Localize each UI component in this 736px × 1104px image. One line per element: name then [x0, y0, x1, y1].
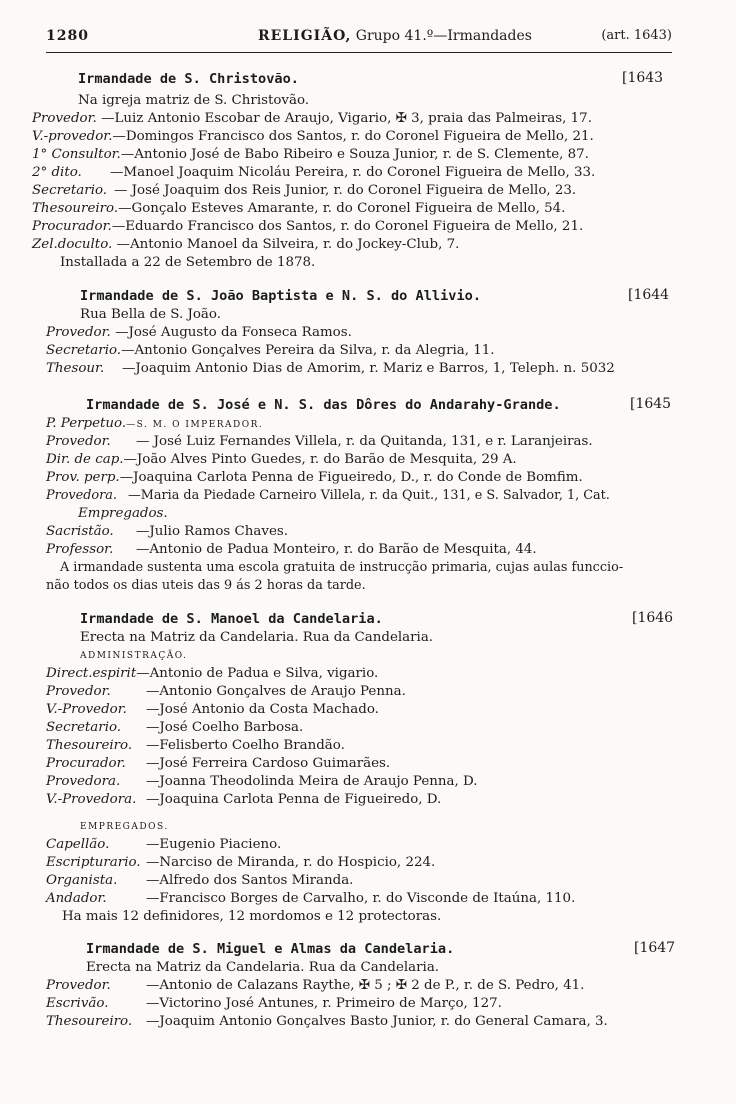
entry-text: —Luiz Antonio Escobar de Araujo, Vigario, ✠ 3, praia das Palmeiras, 17.	[101, 111, 592, 126]
section-location: Erecta na Matriz da Candelaria. Rua da Candelaria.	[80, 630, 434, 645]
entry-row	[32, 218, 583, 236]
entry-row	[46, 854, 435, 872]
entry-row	[46, 342, 495, 360]
section-location: Rua Bella de S. João.	[80, 307, 221, 322]
entry-role: V.-Provedor.	[46, 702, 127, 717]
entry-role: Thesoureiro.	[32, 201, 119, 216]
entry-text: —José Antonio da Costa Machado.	[146, 702, 379, 717]
page-header	[46, 24, 672, 53]
entry-role: Escrivão.	[46, 996, 109, 1011]
entry-role: Provedor.	[46, 325, 111, 340]
entry-row	[46, 324, 352, 342]
section-note: Ha mais 12 definidores, 12 mordomos e 12 protectoras.	[62, 909, 442, 924]
running-title-rest: Grupo 41.º—Irmandades	[355, 28, 532, 44]
entry-role: Procurador.	[46, 756, 126, 771]
section-number: [1646	[632, 610, 674, 626]
entry-row	[32, 236, 459, 254]
entry-role: Professor.	[46, 542, 114, 557]
entry-text: —Gonçalo Esteves Amarante, r. do Coronel Figueira de Mello, 54.	[118, 201, 566, 216]
article-reference: (art. 1643)	[601, 28, 672, 43]
section-title: Irmandade de S. Miguel e Almas da Candelaria.	[86, 941, 455, 957]
entry-text: —S. M. O IMPERADOR.	[126, 420, 264, 430]
section-title: Irmandade de S. José e N. S. das Dôres do Andarahy-Grande.	[86, 397, 561, 413]
entry-role: 2° dito.	[32, 165, 82, 180]
section-location: Na igreja matriz de S. Christovão.	[78, 93, 310, 108]
entry-row	[46, 360, 615, 378]
entry-row	[46, 433, 593, 451]
subsection-heading: ADMINISTRAÇÃO.	[80, 651, 188, 661]
entry-role: Procurador.	[32, 219, 112, 234]
entry-role: Dir. de cap.	[46, 452, 124, 467]
subsection-heading: EMPREGADOS.	[80, 822, 169, 832]
subsection-heading: Empregados.	[78, 506, 168, 521]
entry-role: Direct.espirit	[46, 666, 137, 681]
entry-role: Secretario.	[46, 343, 122, 358]
entry-row	[46, 773, 478, 791]
section-note: Installada a 22 de Setembro de 1878.	[60, 255, 316, 270]
entry-text: —Felisberto Coelho Brandão.	[146, 738, 345, 753]
paragraph-line: não todos os dias uteis das 9 ás 2 horas da tarde.	[46, 578, 366, 593]
entry-role: Escripturario.	[46, 855, 141, 870]
entry-row	[46, 791, 441, 809]
paragraph-line: A irmandade sustenta uma escola gratuita de instrucção primaria, cujas aulas funccio-	[60, 560, 624, 575]
entry-row	[46, 541, 537, 559]
entry-row	[46, 737, 345, 755]
page-number: 1280	[46, 28, 89, 44]
entry-role: Provedor.	[46, 434, 111, 449]
entry-role: Sacristão.	[46, 524, 114, 539]
entry-row	[32, 146, 589, 164]
section-title: Irmandade de S. Manoel da Candelaria.	[80, 611, 383, 627]
entry-row	[46, 719, 303, 737]
entry-role: Andador.	[46, 891, 107, 906]
entry-text: —José Augusto da Fonseca Ramos.	[115, 325, 352, 340]
entry-row	[46, 451, 517, 469]
entry-row	[46, 523, 288, 541]
entry-row	[46, 487, 610, 505]
entry-text: —Antonio de Calazans Raythe, ✠ 5 ; ✠ 2 de P., r. de S. Pedro, 41.	[146, 978, 585, 993]
entry-text: —Antonio de Padua Monteiro, r. do Barão de Mesquita, 44.	[136, 542, 537, 557]
entry-text: —Antonio José de Babo Ribeiro e Souza Junior, r. de S. Clemente, 87.	[120, 147, 589, 162]
entry-row	[46, 415, 263, 434]
entry-row	[32, 182, 576, 200]
entry-row	[46, 890, 575, 908]
entry-text: —Antonio Gonçalves Pereira da Silva, r. da Alegria, 11.	[121, 343, 495, 358]
entry-text: —Eduardo Francisco dos Santos, r. do Coronel Figueira de Mello, 21.	[111, 219, 584, 234]
entry-row	[46, 701, 379, 719]
entry-role: P. Perpetuo.	[46, 416, 127, 431]
entry-role: Provedora.	[46, 488, 117, 503]
entry-text: —João Alves Pinto Guedes, r. do Barão de Mesquita, 29 A.	[123, 452, 517, 467]
entry-row	[32, 164, 595, 182]
entry-row	[46, 1013, 608, 1031]
section-number: [1643	[622, 70, 664, 86]
entry-row	[46, 469, 583, 487]
entry-text: —Joaquina Carlota Penna de Figueiredo, D., r. do Conde de Bomfim.	[119, 470, 583, 485]
running-title-bold: RELIGIÃO,	[258, 28, 352, 44]
entry-text: —Domingos Francisco dos Santos, r. do Coronel Figueira de Mello, 21.	[112, 129, 594, 144]
entry-role: Thesour.	[46, 361, 105, 376]
entry-text: —Manoel Joaquim Nicoláu Pereira, r. do Coronel Figueira de Mello, 33.	[110, 165, 596, 180]
entry-text: —Antonio Gonçalves de Araujo Penna.	[146, 684, 406, 699]
entry-role: Prov. perp.	[46, 470, 120, 485]
entry-text: — José Joaquim dos Reis Junior, r. do Coronel Figueira de Mello, 23.	[114, 183, 577, 198]
entry-role: Secretario.	[32, 183, 108, 198]
section-location: Erecta na Matriz da Candelaria. Rua da Candelaria.	[86, 960, 440, 975]
entry-row	[46, 683, 406, 701]
entry-text: —Maria da Piedade Carneiro Villela, r. da Quit., 131, e S. Salvador, 1, Cat.	[128, 488, 610, 503]
entry-text: —Alfredo dos Santos Miranda.	[146, 873, 354, 888]
entry-row	[46, 872, 353, 890]
entry-row	[46, 665, 378, 683]
entry-role: Thesoureiro.	[46, 1014, 133, 1029]
entry-text: —Joaquim Antonio Dias de Amorim, r. Mariz e Barros, 1, Teleph. n. 5032	[122, 361, 615, 376]
section-number: [1645	[630, 396, 672, 412]
entry-role: V.-Provedora.	[46, 792, 137, 807]
entry-row	[46, 836, 281, 854]
entry-role: V.-provedor.	[32, 129, 113, 144]
section-number: [1644	[628, 287, 670, 303]
entry-text: —Antonio Manoel da Silveira, r. do Jockey-Club, 7.	[116, 237, 460, 252]
entry-role: Provedora.	[46, 774, 121, 789]
entry-role: Thesoureiro.	[46, 738, 133, 753]
entry-text: —Antonio de Padua e Silva, vigario.	[136, 666, 379, 681]
entry-row	[46, 995, 502, 1013]
entry-text: —Eugenio Piacieno.	[146, 837, 282, 852]
entry-text: —Joaquina Carlota Penna de Figueiredo, D.	[146, 792, 442, 807]
entry-role: Provedor.	[32, 111, 97, 126]
entry-row	[32, 128, 594, 146]
entry-text: —Narciso de Miranda, r. do Hospicio, 224.	[146, 855, 436, 870]
entry-row	[46, 977, 584, 995]
entry-role: Secretario.	[46, 720, 122, 735]
entry-role: 1° Consultor.	[32, 147, 121, 162]
entry-text: —Joaquim Antonio Gonçalves Basto Junior, r. do General Camara, 3.	[146, 1014, 608, 1029]
entry-text: —Francisco Borges de Carvalho, r. do Visconde de Itaúna, 110.	[146, 891, 576, 906]
entry-text: —Victorino José Antunes, r. Primeiro de Março, 127.	[146, 996, 502, 1011]
entry-role: Provedor.	[46, 684, 111, 699]
entry-text: —Julio Ramos Chaves.	[136, 524, 288, 539]
entry-text: — José Luiz Fernandes Villela, r. da Quitanda, 131, e r. Laranjeiras.	[136, 434, 593, 449]
entry-role: Provedor.	[46, 978, 111, 993]
section-number: [1647	[634, 940, 676, 956]
entry-role: Organista.	[46, 873, 118, 888]
entry-text: —Joanna Theodolinda Meira de Araujo Penna, D.	[146, 774, 478, 789]
entry-text: —José Coelho Barbosa.	[146, 720, 304, 735]
section-title: Irmandade de S. João Baptista e N. S. do Allivio.	[80, 288, 482, 304]
entry-row	[32, 200, 565, 218]
entry-role: Zel.doculto.	[32, 237, 113, 252]
entry-row	[46, 755, 390, 773]
entry-text: —José Ferreira Cardoso Guimarães.	[146, 756, 391, 771]
running-title	[258, 28, 532, 44]
entry-role: Capellão.	[46, 837, 110, 852]
section-title: Irmandade de S. Christovão.	[78, 71, 299, 87]
entry-row	[32, 110, 592, 128]
